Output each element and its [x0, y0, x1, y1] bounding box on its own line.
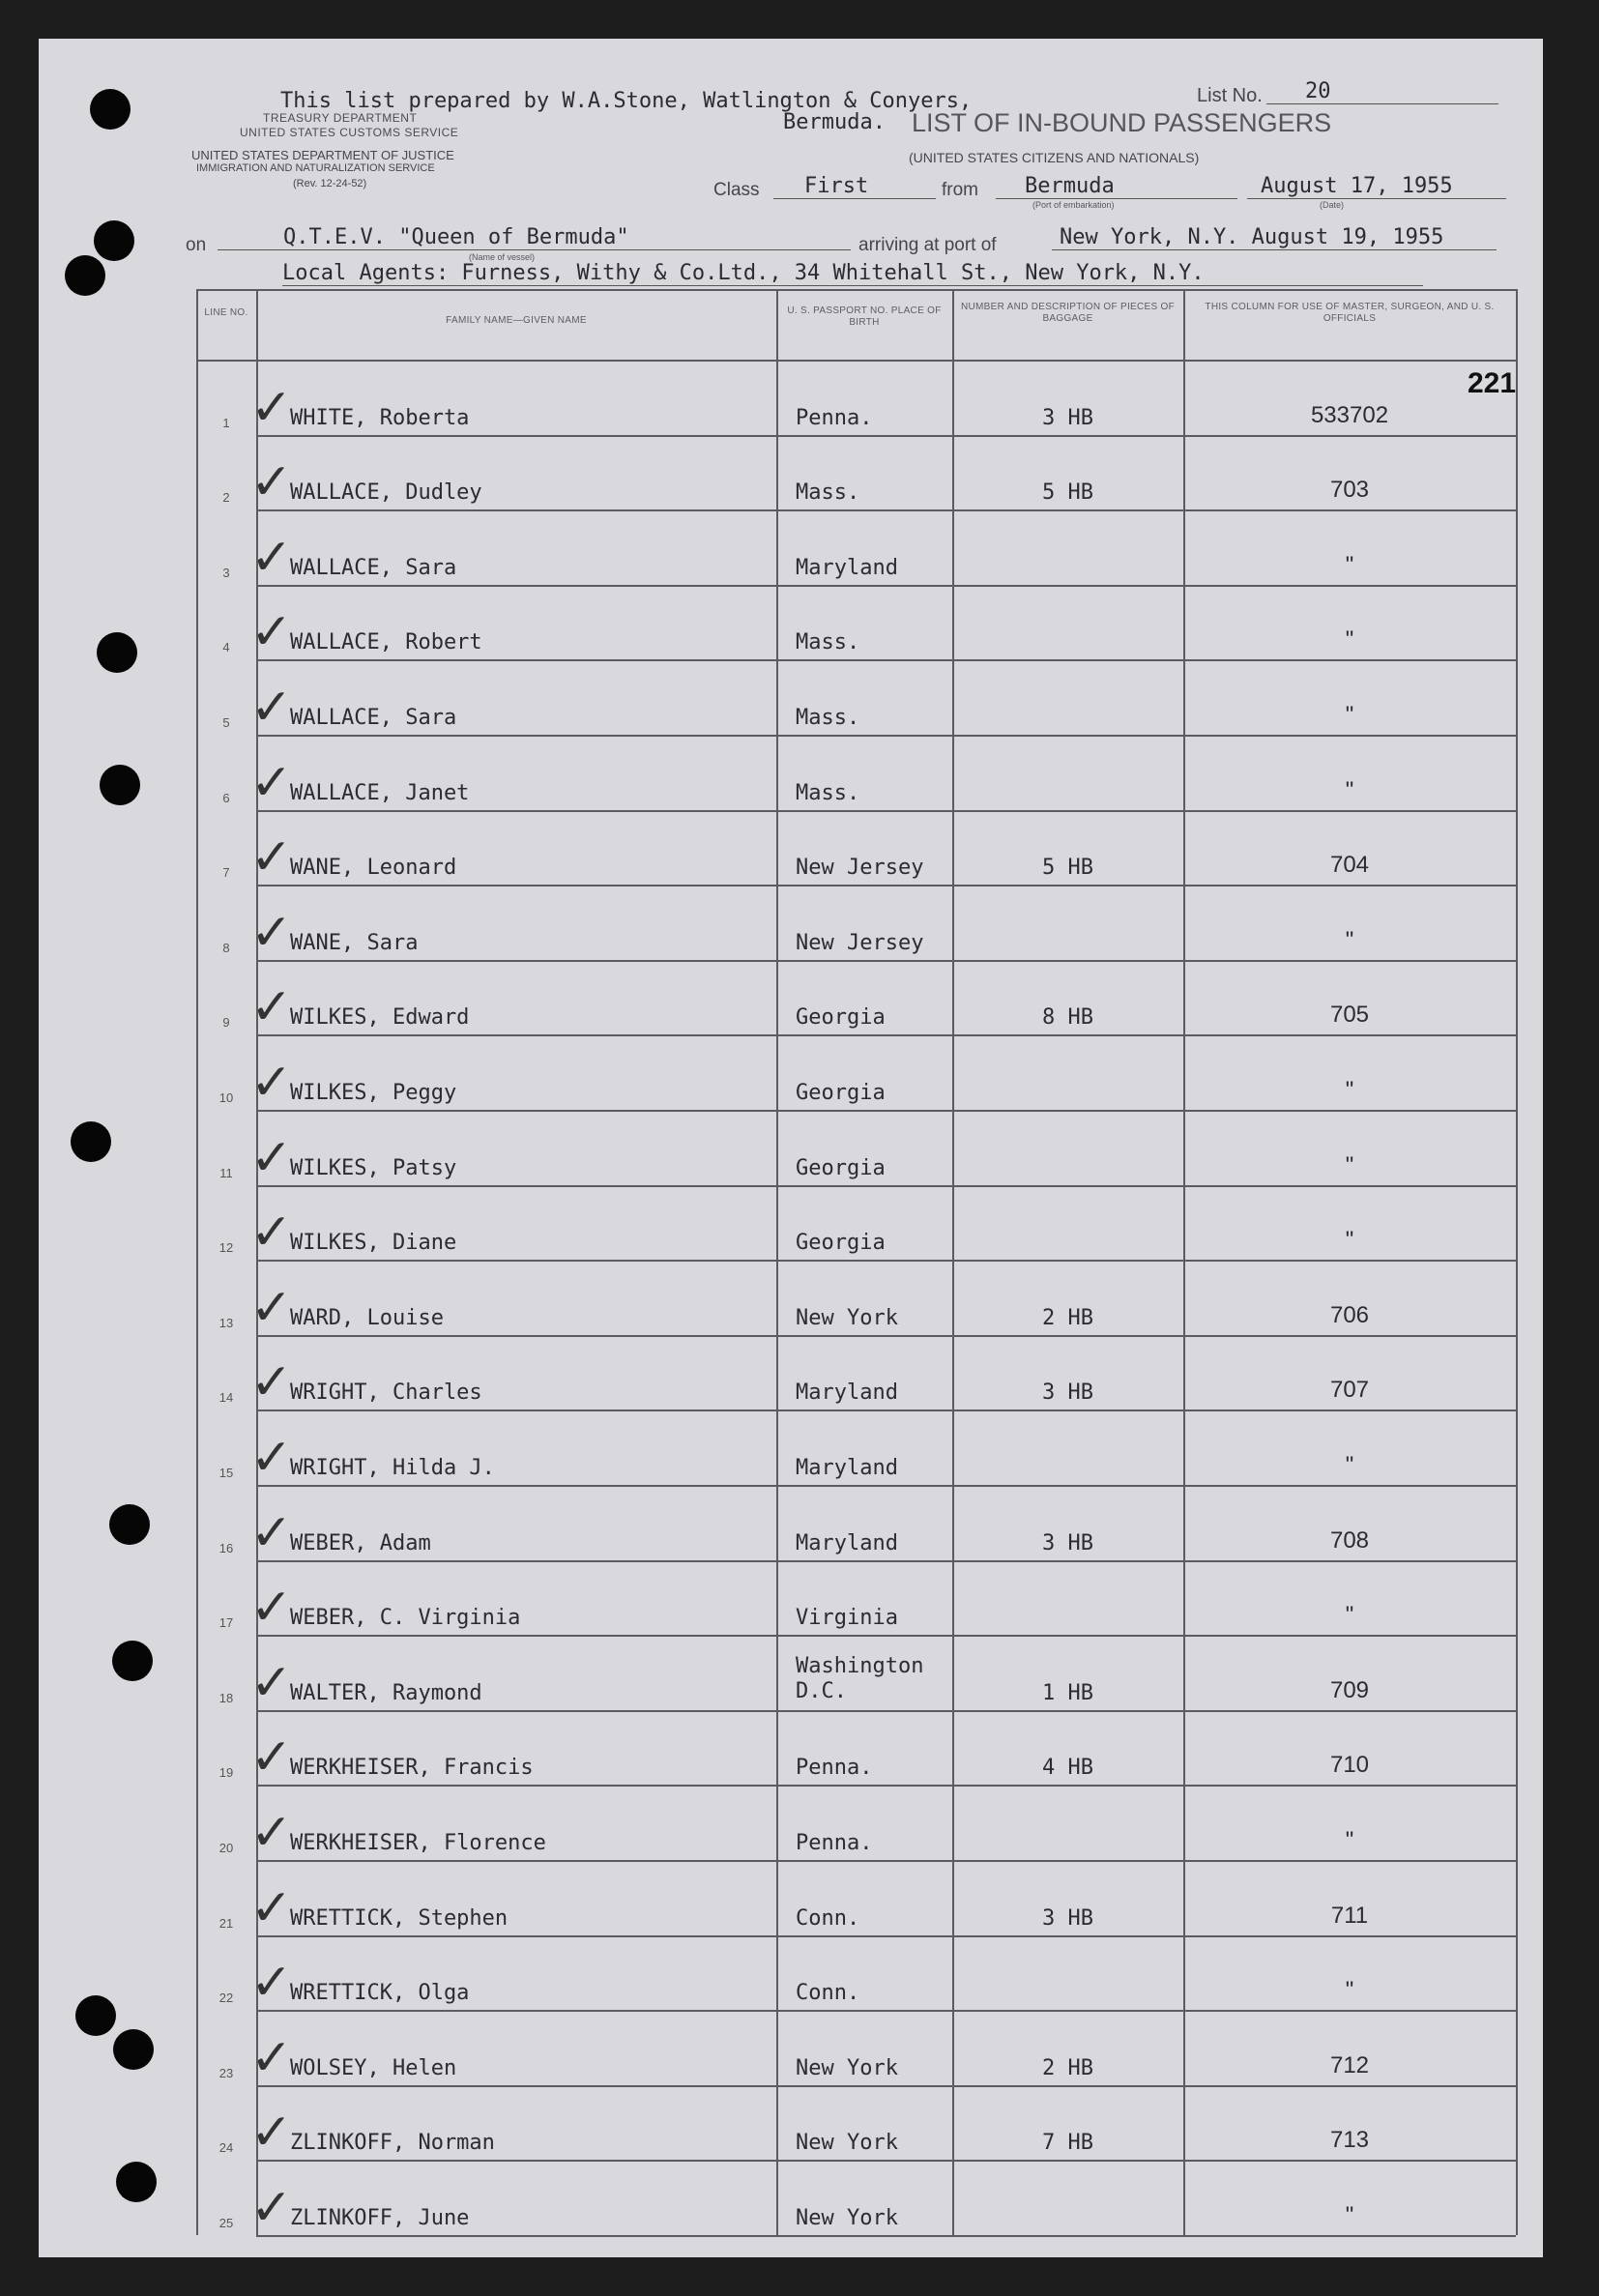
line-number: 5: [222, 715, 230, 730]
bermuda-text: Bermuda.: [783, 110, 886, 134]
official-number: 708: [1329, 1526, 1370, 1554]
column-rule: [1516, 289, 1518, 2235]
row-rule: [256, 2010, 1516, 2012]
port-caption: (Port of embarkation): [1032, 200, 1115, 210]
place-of-birth: Mass.: [796, 780, 860, 805]
line-number: 11: [219, 1165, 233, 1180]
row-rule: [256, 1110, 1516, 1112]
row-rule: [256, 1560, 1516, 1562]
passenger-name: WILKES, Diane: [290, 1231, 457, 1256]
local-agents: Local Agents: Furness, Withy & Co.Ltd., 34 Whitehall St., New York, N.Y.: [282, 261, 1423, 286]
passenger-name: WALTER, Raymond: [290, 1680, 482, 1705]
column-rule: [776, 289, 778, 2235]
passenger-name: WRIGHT, Charles: [290, 1381, 482, 1406]
official-number: ": [1345, 2202, 1354, 2228]
punch-hole: [65, 255, 105, 296]
row-rule: [256, 960, 1516, 962]
form-title: LIST OF IN-BOUND PASSENGERS: [912, 108, 1332, 137]
baggage-count: 3 HB: [1042, 1905, 1093, 1931]
baggage-count: 5 HB: [1042, 480, 1093, 506]
official-number: ": [1345, 1151, 1354, 1178]
official-number: 712: [1329, 2051, 1370, 2078]
place-of-birth: Penna.: [796, 1831, 873, 1855]
column-rule: [196, 289, 198, 2235]
official-number: 707: [1329, 1377, 1370, 1404]
official-number: ": [1345, 1452, 1354, 1478]
row-rule: [256, 1034, 1516, 1036]
passenger-name: WALLACE, Robert: [290, 630, 482, 655]
row-rule: [256, 1260, 1516, 1262]
check-mark-icon: ✓: [250, 1430, 293, 1486]
baggage-count: 4 HB: [1042, 1756, 1093, 1781]
place-of-birth: Maryland: [796, 1456, 898, 1480]
treasury-department: TREASURY DEPARTMENT: [263, 111, 418, 125]
passenger-name: WALLACE, Sara: [290, 555, 457, 580]
row-rule: [256, 435, 1516, 437]
line-number: 16: [218, 1540, 234, 1555]
prepared-by: This list prepared by W.A.Stone, Watlington & Conyers,: [280, 89, 973, 113]
passenger-name: ZLINKOFF, June: [290, 2206, 470, 2230]
from-value: Bermuda: [996, 174, 1237, 199]
line-number: 15: [218, 1466, 234, 1480]
place-of-birth: Penna.: [796, 405, 873, 430]
class-label: Class: [713, 180, 760, 200]
official-number: ": [1345, 1077, 1354, 1103]
place-of-birth: Penna.: [796, 1756, 873, 1781]
line-number: 7: [222, 865, 230, 881]
vessel-name: Q.T.E.V. "Queen of Bermuda": [218, 225, 851, 250]
check-mark-icon: ✓: [250, 904, 293, 961]
row-rule: [256, 509, 1516, 511]
class-value: First: [773, 174, 936, 199]
punch-hole: [113, 2029, 154, 2070]
place-of-birth: New Jersey: [796, 930, 924, 955]
baggage-count: 2 HB: [1042, 2055, 1093, 2080]
table-top-rule: [196, 289, 1516, 291]
punch-hole: [90, 89, 131, 130]
page-number: 221: [1468, 367, 1517, 399]
line-number: 24: [218, 2140, 234, 2156]
column-header-officials: THIS COLUMN FOR USE OF MASTER, SURGEON, AND U. S. OFFICIALS: [1205, 302, 1495, 324]
check-mark-icon: ✓: [250, 1504, 293, 1561]
passenger-name: WALLACE, Dudley: [290, 480, 482, 506]
official-number: 709: [1329, 1676, 1370, 1703]
official-number: ": [1345, 626, 1354, 654]
form-subtitle: (UNITED STATES CITIZENS AND NATIONALS): [909, 150, 1200, 165]
baggage-count: 1 HB: [1042, 1680, 1093, 1705]
check-mark-icon: ✓: [250, 680, 293, 736]
official-number: ": [1345, 1227, 1354, 1254]
line-number: 21: [218, 1915, 234, 1931]
column-rule: [1183, 289, 1185, 2235]
place-of-birth: Mass.: [796, 706, 860, 730]
official-number: ": [1345, 551, 1354, 578]
check-mark-icon: ✓: [250, 1354, 293, 1411]
passenger-name: WERKHEISER, Florence: [290, 1831, 546, 1855]
check-mark-icon: ✓: [250, 1055, 293, 1111]
official-number: 533702: [1310, 401, 1389, 428]
row-rule: [256, 1485, 1516, 1487]
passenger-name: WANE, Leonard: [290, 856, 457, 881]
arrival-port-date: New York, N.Y. August 19, 1955: [1052, 225, 1497, 250]
column-header-name: FAMILY NAME—GIVEN NAME: [446, 315, 587, 326]
row-rule: [256, 735, 1516, 737]
line-number: 2: [222, 490, 230, 506]
passenger-name: WRETTICK, Stephen: [290, 1905, 509, 1931]
line-number: 25: [218, 2216, 234, 2230]
official-number: ": [1345, 1827, 1354, 1853]
baggage-count: 7 HB: [1042, 2131, 1093, 2156]
baggage-count: 8 HB: [1042, 1005, 1093, 1031]
baggage-count: 3 HB: [1042, 1381, 1093, 1406]
passenger-name: WRETTICK, Olga: [290, 1981, 470, 2006]
official-number: ": [1345, 926, 1354, 953]
place-of-birth: New York: [796, 2131, 898, 2156]
check-mark-icon: ✓: [250, 454, 293, 511]
punch-hole: [100, 765, 140, 805]
header-bottom-rule: [196, 360, 1516, 362]
check-mark-icon: ✓: [250, 2029, 293, 2086]
baggage-count: 3 HB: [1042, 1530, 1093, 1555]
baggage-count: 2 HB: [1042, 1305, 1093, 1330]
place-of-birth: Georgia: [796, 1005, 886, 1031]
punch-hole: [116, 2162, 157, 2202]
place-of-birth: Conn.: [796, 1981, 860, 2006]
official-number: 705: [1329, 1002, 1370, 1029]
official-number: 706: [1329, 1301, 1370, 1328]
official-number: ": [1345, 1977, 1354, 2004]
check-mark-icon: ✓: [250, 2105, 293, 2162]
row-rule: [256, 1860, 1516, 1862]
row-rule: [256, 2160, 1516, 2162]
column-rule: [952, 289, 954, 2235]
list-no-value: 20: [1266, 79, 1498, 104]
place-of-birth: New York: [796, 2206, 898, 2230]
baggage-count: 5 HB: [1042, 856, 1093, 881]
official-number: 704: [1329, 852, 1370, 879]
line-number: 13: [218, 1315, 234, 1330]
line-number: 8: [222, 940, 230, 955]
passenger-name: WHITE, Roberta: [290, 405, 470, 430]
column-header-line-no: LINE NO.: [204, 307, 248, 318]
line-number: 6: [222, 790, 230, 805]
row-rule: [256, 659, 1516, 661]
check-mark-icon: ✓: [250, 1580, 293, 1637]
customs-service: UNITED STATES CUSTOMS SERVICE: [240, 126, 459, 139]
line-number: 1: [222, 415, 230, 430]
punch-hole: [109, 1504, 150, 1545]
place-of-birth: Mass.: [796, 630, 860, 655]
row-rule: [256, 585, 1516, 587]
check-mark-icon: ✓: [250, 1654, 293, 1711]
line-number: 4: [222, 640, 230, 655]
vessel-caption: (Name of vessel): [469, 252, 536, 262]
official-number: ": [1345, 776, 1354, 803]
passenger-name: WILKES, Patsy: [290, 1155, 457, 1180]
ins-service: IMMIGRATION AND NATURALIZATION SERVICE: [196, 162, 435, 174]
check-mark-icon: ✓: [250, 1805, 293, 1861]
line-number: 14: [218, 1390, 234, 1406]
line-number: 22: [218, 1991, 234, 2006]
passenger-name: WERKHEISER, Francis: [290, 1756, 534, 1781]
passenger-name: ZLINKOFF, Norman: [290, 2131, 495, 2156]
official-number: 713: [1329, 2127, 1370, 2154]
row-rule: [256, 2085, 1516, 2087]
line-number: 3: [222, 565, 230, 580]
on-label: on: [186, 235, 207, 255]
official-number: ": [1345, 702, 1354, 728]
check-mark-icon: ✓: [250, 1879, 293, 1936]
row-rule: [256, 1785, 1516, 1787]
place-of-birth: Conn.: [796, 1905, 860, 1931]
place-of-birth: Washington D.C.: [796, 1653, 924, 1703]
passenger-name: WEBER, Adam: [290, 1530, 431, 1555]
check-mark-icon: ✓: [250, 1129, 293, 1186]
place-of-birth: New Jersey: [796, 856, 924, 881]
passenger-name: WALLACE, Sara: [290, 706, 457, 730]
line-number: 19: [218, 1765, 234, 1781]
line-number: 18: [218, 1690, 234, 1705]
place-of-birth: Virginia: [796, 1606, 898, 1631]
passenger-name: WEBER, C. Virginia: [290, 1606, 521, 1631]
check-mark-icon: ✓: [250, 604, 293, 661]
from-label: from: [942, 180, 978, 200]
check-mark-icon: ✓: [250, 754, 293, 811]
date-value: August 17, 1955: [1247, 174, 1506, 199]
check-mark-icon: ✓: [250, 1279, 293, 1336]
check-mark-icon: ✓: [250, 2180, 293, 2236]
row-rule: [256, 1635, 1516, 1637]
line-number: 20: [218, 1841, 234, 1855]
place-of-birth: Maryland: [796, 1381, 898, 1406]
row-rule: [256, 885, 1516, 886]
check-mark-icon: ✓: [250, 379, 293, 436]
justice-department: UNITED STATES DEPARTMENT OF JUSTICE: [191, 148, 454, 162]
list-no-label: List No.: [1197, 85, 1263, 106]
passenger-name: WANE, Sara: [290, 930, 419, 955]
place-of-birth: Georgia: [796, 1081, 886, 1105]
form-revision: (Rev. 12-24-52): [293, 178, 367, 189]
row-rule: [256, 1185, 1516, 1187]
official-number: ": [1345, 1602, 1354, 1629]
row-rule: [256, 2235, 1516, 2237]
passenger-name: WOLSEY, Helen: [290, 2055, 457, 2080]
passenger-name: WILKES, Peggy: [290, 1081, 457, 1105]
baggage-count: 3 HB: [1042, 405, 1093, 430]
row-rule: [256, 1335, 1516, 1337]
check-mark-icon: ✓: [250, 1205, 293, 1262]
column-header-baggage: NUMBER AND DESCRIPTION OF PIECES OF BAGGAGE: [960, 302, 1176, 324]
passenger-name: WRIGHT, Hilda J.: [290, 1456, 495, 1480]
place-of-birth: Georgia: [796, 1155, 886, 1180]
line-number: 10: [218, 1090, 234, 1105]
official-number: 711: [1330, 1902, 1369, 1929]
passenger-name: WARD, Louise: [290, 1305, 444, 1330]
check-mark-icon: ✓: [250, 1729, 293, 1787]
line-number: 12: [218, 1240, 234, 1256]
line-number: 17: [218, 1615, 234, 1631]
line-number: 23: [218, 2065, 234, 2080]
place-of-birth: Georgia: [796, 1231, 886, 1256]
row-rule: [256, 1410, 1516, 1411]
check-mark-icon: ✓: [250, 1955, 293, 2012]
row-rule: [256, 1710, 1516, 1712]
line-number: 9: [222, 1015, 230, 1031]
place-of-birth: Maryland: [796, 1530, 898, 1555]
official-number: 710: [1329, 1752, 1370, 1779]
place-of-birth: New York: [796, 1305, 898, 1330]
row-rule: [256, 810, 1516, 812]
column-header-passport: U. S. PASSPORT NO. PLACE OF BIRTH: [787, 305, 942, 328]
place-of-birth: Mass.: [796, 480, 860, 506]
place-of-birth: Maryland: [796, 555, 898, 580]
passenger-name: WILKES, Edward: [290, 1005, 470, 1031]
check-mark-icon: ✓: [250, 829, 293, 886]
row-rule: [256, 1935, 1516, 1937]
place-of-birth: New York: [796, 2055, 898, 2080]
punch-hole: [94, 220, 134, 261]
punch-hole: [112, 1641, 153, 1681]
arriving-label: arriving at port of: [858, 235, 997, 255]
punch-hole: [71, 1121, 111, 1162]
punch-hole: [75, 1995, 116, 2036]
passenger-name: WALLACE, Janet: [290, 780, 470, 805]
check-mark-icon: ✓: [250, 529, 293, 586]
official-number: 703: [1329, 477, 1370, 504]
date-caption: (Date): [1320, 200, 1345, 210]
check-mark-icon: ✓: [250, 979, 293, 1036]
punch-hole: [97, 632, 137, 673]
